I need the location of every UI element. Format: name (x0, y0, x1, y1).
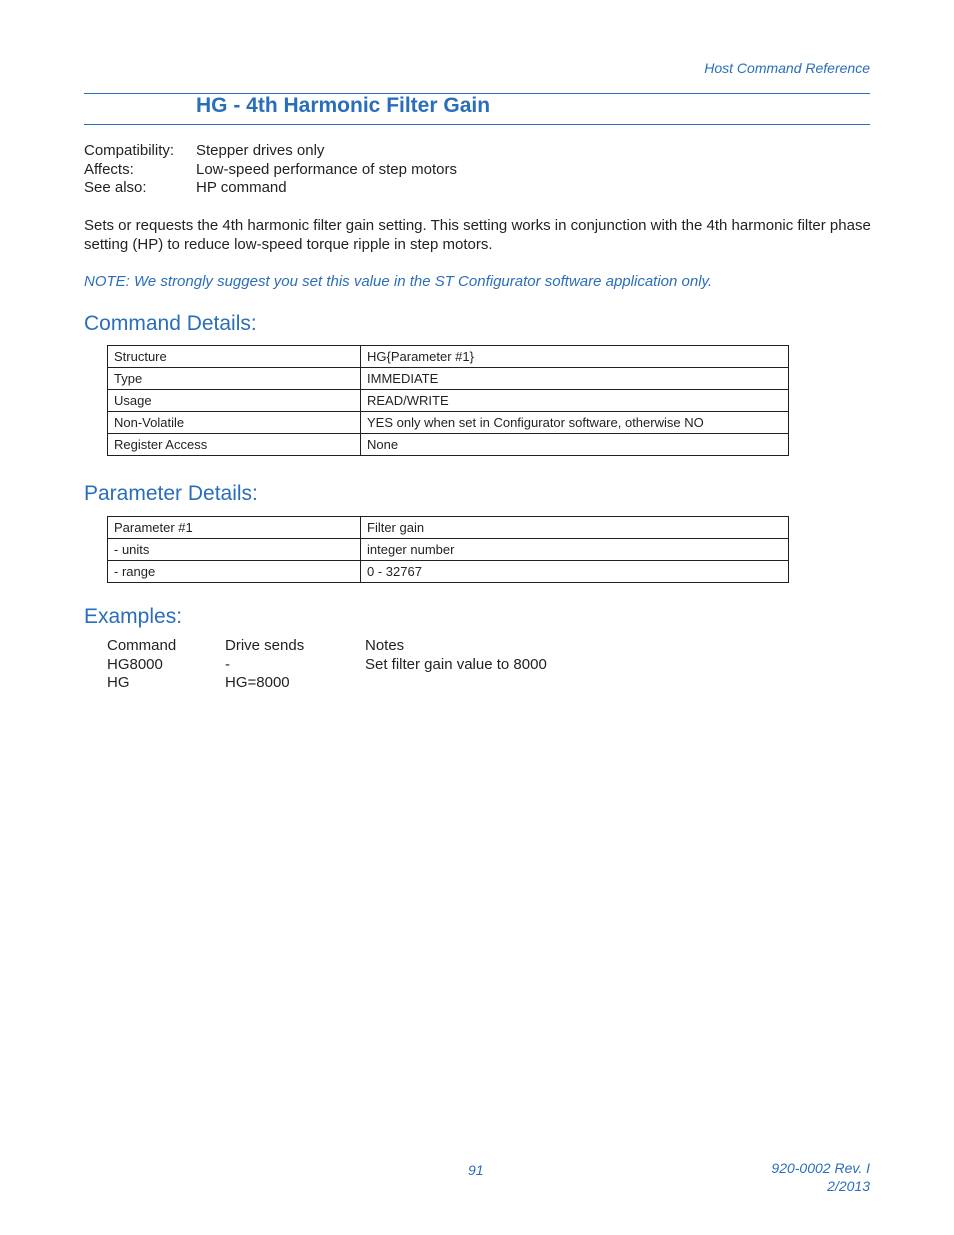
meta-value: Stepper drives only (196, 142, 325, 159)
document-reference (771, 1159, 870, 1195)
table-cell-value: IMMEDIATE (361, 368, 789, 390)
table-cell-label: Non-Volatile (108, 412, 361, 434)
parameter-details-heading: Parameter Details: (84, 482, 258, 505)
example-command: HG8000 (107, 655, 163, 673)
meta-block (84, 142, 457, 198)
table-cell-label: Type (108, 368, 361, 390)
table-row (108, 434, 789, 456)
doc-number: 920-0002 Rev. I (771, 1160, 870, 1176)
examples-column-header: Drive sends (225, 637, 305, 654)
example-drive-sends: - (225, 655, 230, 673)
table-cell-label: Structure (108, 346, 361, 368)
examples-block (107, 637, 547, 693)
description-paragraph: Sets or requests the 4th harmonic filter gain setting. This setting works in conjunction with the 4th harmonic filter phase setting (HP) to reduce low-speed torque ripple in step motors. (84, 217, 871, 253)
command-details-table (107, 345, 789, 456)
table-cell-value: None (361, 434, 789, 456)
example-notes: Set filter gain value to 8000 (365, 655, 547, 673)
title-rule-bottom (84, 124, 870, 125)
examples-row (107, 656, 547, 675)
doc-date: 2/2013 (827, 1178, 870, 1194)
table-cell-value: integer number (361, 539, 789, 561)
example-drive-sends: HG=8000 (225, 674, 290, 691)
table-row (108, 539, 789, 561)
examples-row (107, 674, 547, 693)
table-cell-value: 0 - 32767 (361, 561, 789, 583)
table-cell-value: READ/WRITE (361, 390, 789, 412)
table-cell-value: YES only when set in Configurator software, otherwise NO (361, 412, 789, 434)
table-cell-value: HG{Parameter #1} (361, 346, 789, 368)
running-header: Host Command Reference (704, 60, 870, 76)
table-cell-value: Filter gain (361, 517, 789, 539)
table-row (108, 412, 789, 434)
table-cell-label: Register Access (108, 434, 361, 456)
table-row (108, 368, 789, 390)
note-text: NOTE: We strongly suggest you set this value in the ST Configurator software application only. (84, 273, 713, 290)
examples-heading: Examples: (84, 605, 183, 628)
meta-key: Affects: (84, 160, 134, 178)
table-row (108, 346, 789, 368)
table-cell-label: Usage (108, 390, 361, 412)
page-number: 91 (468, 1162, 484, 1178)
table-row (108, 517, 789, 539)
table-cell-label: Parameter #1 (108, 517, 361, 539)
command-details-heading: Command Details: (84, 312, 257, 335)
examples-column-header: Notes (365, 637, 405, 654)
meta-key: Compatibility: (84, 142, 175, 159)
page-title: HG - 4th Harmonic Filter Gain (196, 94, 491, 117)
examples-column-header: Command (107, 637, 177, 654)
meta-row-affects (84, 161, 457, 180)
meta-value: HP command (196, 179, 287, 196)
table-cell-label: - range (108, 561, 361, 583)
table-row (108, 390, 789, 412)
example-command: HG (107, 674, 130, 691)
examples-header-row (107, 637, 547, 656)
meta-row-see-also (84, 179, 457, 198)
meta-value: Low-speed performance of step motors (196, 160, 457, 178)
parameter-details-table (107, 516, 789, 583)
table-row (108, 561, 789, 583)
meta-row-compatibility (84, 142, 457, 161)
meta-key: See also: (84, 179, 147, 196)
table-cell-label: - units (108, 539, 361, 561)
